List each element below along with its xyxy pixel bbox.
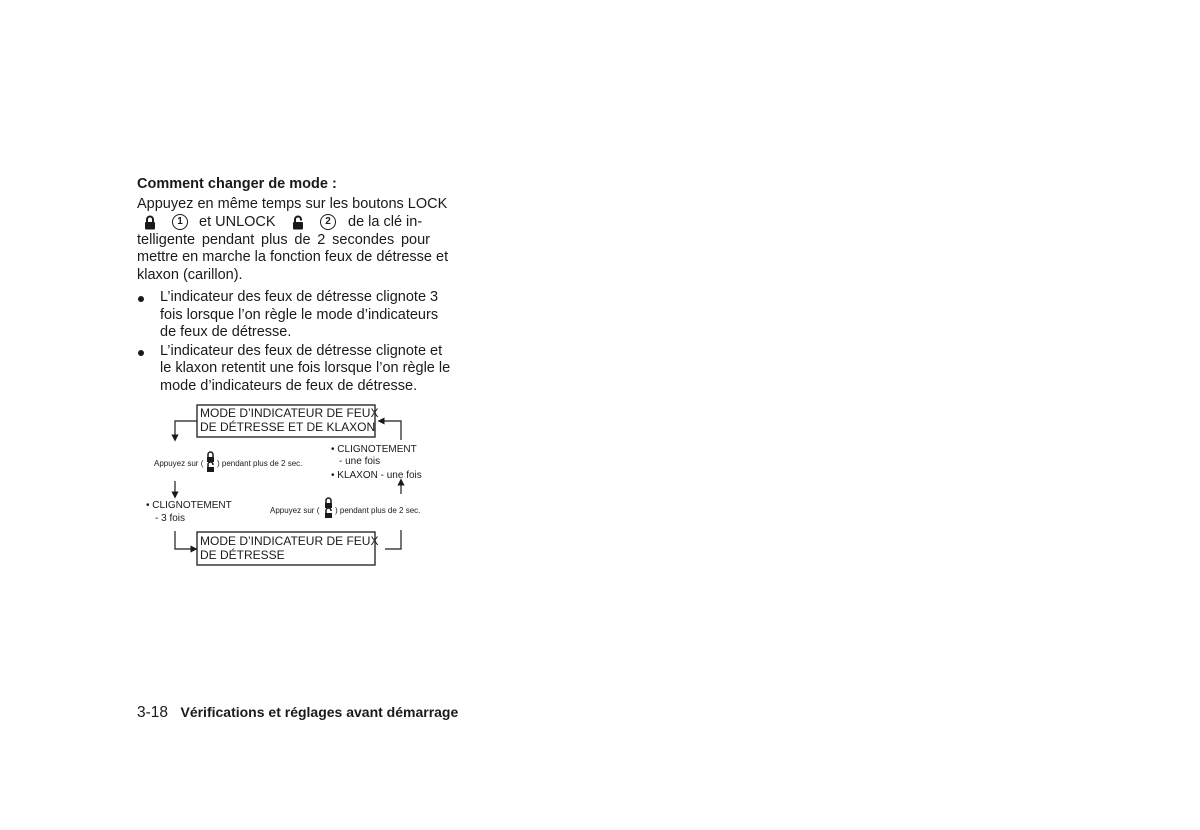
- top-box-line-2: DE DÉTRESSE ET DE KLAXON: [200, 420, 376, 434]
- right-note-line-1: • CLIGNOTEMENT: [331, 444, 417, 455]
- bullet-1-line-1: L’indicateur des feux de détresse clignote 3: [160, 289, 439, 305]
- button-number-2-badge: 2: [320, 214, 336, 230]
- hazard-and-horn-mode-box: [197, 405, 375, 437]
- left-note-line-2: - 3 fois: [155, 513, 186, 524]
- right-note-line-3: • KLAXON - une fois: [331, 470, 422, 481]
- bullet-2-line-2: le klaxon retentit une fois lorsque l’on règle le: [160, 360, 451, 377]
- section-heading: Comment changer de mode :: [137, 176, 337, 192]
- bullet-item: [137, 342, 451, 396]
- bullet-2-line-1: L’indicateur des feux de détresse clignote et: [160, 342, 443, 359]
- bullet-dot: [138, 296, 144, 302]
- bottom-box-line-1: MODE D’INDICATEUR DE FEUX: [200, 534, 379, 548]
- left-bottom-arrow: [175, 531, 194, 549]
- button-number-1-badge: 1: [172, 214, 188, 230]
- right-bottom-line: [385, 530, 401, 549]
- intro-paragraph: [137, 196, 449, 284]
- intro-line-2-rest: de la clé in-: [348, 213, 423, 230]
- hazard-mode-box: [197, 532, 375, 565]
- unlock-icon: [292, 215, 304, 236]
- right-press-text-start: Appuyez sur (: [270, 506, 320, 515]
- key-lock-unlock-icon: [325, 498, 332, 518]
- et-unlock-text: et UNLOCK: [199, 213, 276, 230]
- bullet-list: [137, 289, 451, 396]
- top-box-line-1: MODE D’INDICATEUR DE FEUX: [200, 406, 379, 420]
- bullet-1-line-2: fois lorsque l’on règle le mode d’indicateurs: [160, 306, 439, 323]
- intro-line-2: [137, 214, 430, 232]
- right-press-text-end: ) pendant plus de 2 sec.: [335, 506, 421, 515]
- left-note-line-1: • CLIGNOTEMENT: [146, 500, 232, 511]
- bullet-1-line-3: de feux de détresse.: [160, 324, 292, 341]
- lock-icon: [144, 215, 156, 236]
- intro-line-5: klaxon (carillon).: [137, 266, 243, 283]
- bullet-item: [137, 289, 437, 342]
- bullet-2-line-3: mode d’indicateurs de feux de détresse.: [160, 377, 418, 394]
- bottom-box-line-2: DE DÉTRESSE: [200, 548, 285, 562]
- left-top-arrow: [175, 421, 197, 438]
- intro-line-4: mettre en marche la fonction feux de détresse et: [137, 249, 449, 266]
- left-press-text-start: Appuyez sur (: [154, 459, 204, 468]
- chapter-title: Vérifications et réglages avant démarrage: [180, 704, 459, 720]
- key-lock-unlock-icon: [207, 452, 214, 472]
- left-press-text-end: ) pendant plus de 2 sec.: [217, 459, 303, 468]
- right-top-arrow: [381, 421, 401, 440]
- intro-line-3: telligente pendant plus de 2 secondes pour: [137, 231, 430, 248]
- page-footer: [137, 704, 458, 722]
- bullet-dot: [138, 350, 144, 356]
- page-number: 3-18: [137, 704, 169, 721]
- intro-line-1: Appuyez en même temps sur les boutons LOCK: [137, 196, 448, 212]
- right-note-line-2: - une fois: [339, 456, 381, 467]
